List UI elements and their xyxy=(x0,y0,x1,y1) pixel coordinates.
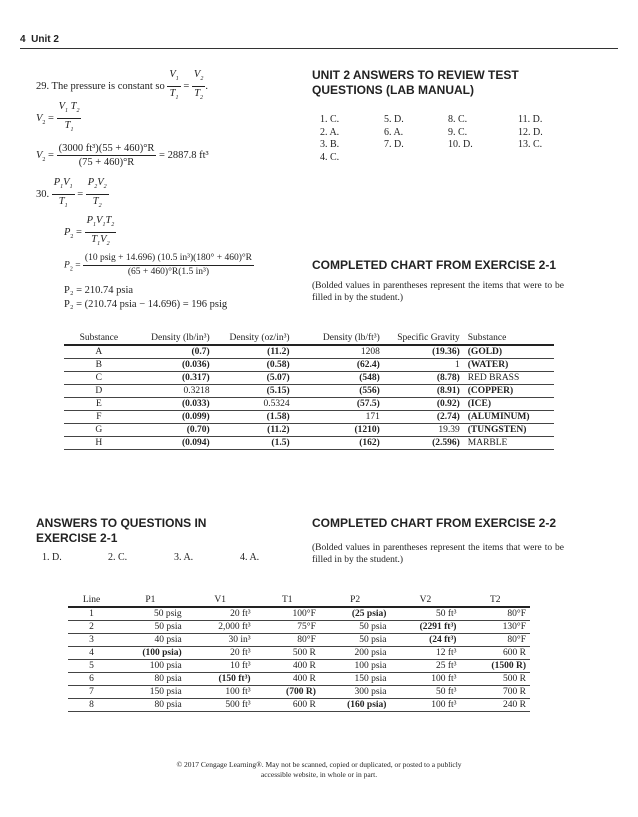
table-cell: (1500 R) xyxy=(460,660,530,673)
answer-item: 1. C. xyxy=(320,114,340,125)
table-cell: 100 ft³ xyxy=(390,699,460,712)
table-cell: 0.3218 xyxy=(134,385,214,398)
col-header: T2 xyxy=(460,594,530,607)
table-cell: (2291 ft³) xyxy=(390,621,460,634)
answer-item: 1. D. xyxy=(42,552,62,563)
col-header: Specific Gravity xyxy=(384,332,464,345)
table-cell: (100 psia) xyxy=(115,647,186,660)
table-cell: 50 psia xyxy=(115,621,186,634)
table-cell: 50 ft³ xyxy=(390,686,460,699)
chart22-title: COMPLETED CHART FROM EXERCISE 2-2 xyxy=(312,516,557,530)
table-cell: E xyxy=(64,398,134,411)
p2-calc-num: (10 psig + 14.696) (10.5 in³)(180° + 460)°R xyxy=(83,252,254,266)
answer-item: 11. D. xyxy=(518,114,543,125)
table-cell: (ALUMINUM) xyxy=(464,411,554,424)
v2-calc: $V_2$ = $\frac{\text{(3000 ft³)(55 + 460)°R}}{(75 + 460)^\circ R}$ = 2887.8 ft³ xyxy=(36,143,209,168)
table-cell: (62.4) xyxy=(294,359,384,372)
table-cell: (8.91) xyxy=(384,385,464,398)
answer-item: 4. C. xyxy=(320,151,340,163)
p2-eval1: P₂ = 210.74 psia xyxy=(64,285,134,296)
table-cell: A xyxy=(64,345,134,359)
table-cell: 400 R xyxy=(255,660,320,673)
table-cell: (11.2) xyxy=(214,345,294,359)
table-cell: (1.5) xyxy=(214,437,294,450)
table-row xyxy=(68,634,530,647)
table-cell: (2.74) xyxy=(384,411,464,424)
answer-item: 6. A. xyxy=(384,126,404,138)
review-title-line2: QUESTIONS (LAB MANUAL) xyxy=(312,83,474,97)
table-row xyxy=(68,699,530,712)
chart21-title: COMPLETED CHART FROM EXERCISE 2-1 xyxy=(312,258,557,272)
table-cell: 5 xyxy=(68,660,115,673)
table-cell: (COPPER) xyxy=(464,385,554,398)
p2-formula: $P_2$ = $\frac{P_1V_1T_2}{T_1V_2}$ xyxy=(64,215,115,248)
answer-item: 5. D. xyxy=(384,114,404,125)
table-cell: 20 ft³ xyxy=(186,647,255,660)
answer-item: 3. B. xyxy=(320,139,340,150)
table-cell: (548) xyxy=(294,372,384,385)
table-cell: B xyxy=(64,359,134,372)
col-header: P1 xyxy=(115,594,186,607)
table-cell: (700 R) xyxy=(255,686,320,699)
table-cell: (0.70) xyxy=(134,424,214,437)
q30-equation: 30. $\frac{P_1V_1}{T_1}$ = $\frac{P_2V_2}{T_2}$ xyxy=(36,177,107,210)
table-cell: (24 ft³) xyxy=(390,634,460,647)
table-cell: 600 R xyxy=(460,647,530,660)
table-cell: H xyxy=(64,437,134,450)
v2-result: = 2887.8 ft³ xyxy=(159,149,209,161)
table-cell: 40 psia xyxy=(115,634,186,647)
answer-item: 9. C. xyxy=(448,126,468,138)
table-cell: (162) xyxy=(294,437,384,450)
table-cell: (WATER) xyxy=(464,359,554,372)
table-cell: 100 ft³ xyxy=(390,673,460,686)
table-cell: 50 psia xyxy=(320,634,391,647)
table-cell: (1.58) xyxy=(214,411,294,424)
answers21-title-line2: EXERCISE 2-1 xyxy=(36,531,118,545)
table-cell: 25 ft³ xyxy=(390,660,460,673)
unit-label: Unit 2 xyxy=(31,34,59,45)
answer-item: 13. C. xyxy=(518,139,543,150)
answer-item: 2. A. xyxy=(320,126,340,138)
table-cell: 6 xyxy=(68,673,115,686)
p2-calc-den: (65 + 460)°R(1.5 in³) xyxy=(127,267,210,277)
answer-item: 8. C. xyxy=(448,114,468,125)
table-cell: 100°F xyxy=(255,607,320,621)
table-cell: 1208 xyxy=(294,345,384,359)
table-cell: 80°F xyxy=(460,607,530,621)
col-header: Density (lb/ft³) xyxy=(294,332,384,345)
table-cell: (ICE) xyxy=(464,398,554,411)
table-cell: 75°F xyxy=(255,621,320,634)
col-header: Line xyxy=(68,594,115,607)
table-cell: (5.07) xyxy=(214,372,294,385)
table-cell: 0.5324 xyxy=(214,398,294,411)
table-row xyxy=(68,673,530,686)
table-cell: 80°F xyxy=(460,634,530,647)
table-cell: (11.2) xyxy=(214,424,294,437)
review-answers-title xyxy=(312,68,519,98)
table-cell: (160 psia) xyxy=(320,699,391,712)
table-cell: 240 R xyxy=(460,699,530,712)
table-cell: (0.92) xyxy=(384,398,464,411)
answer-item: 10. D. xyxy=(448,139,473,150)
q30-label: 30. xyxy=(36,189,50,200)
table-cell: 80 psia xyxy=(115,673,186,686)
table-cell: (2.596) xyxy=(384,437,464,450)
v2-calc-den: (75 + 460)°R xyxy=(78,157,135,168)
table-row xyxy=(64,424,554,437)
col-header: P2 xyxy=(320,594,391,607)
table-cell: 600 R xyxy=(255,699,320,712)
table-cell: 300 psia xyxy=(320,686,391,699)
table-cell: 130°F xyxy=(460,621,530,634)
col-header: Substance xyxy=(464,332,554,345)
review-title-line1: UNIT 2 ANSWERS TO REVIEW TEST xyxy=(312,68,519,82)
copyright-footer xyxy=(60,760,578,780)
table-cell: MARBLE xyxy=(464,437,554,450)
p2-calc: $P_2$ = $\frac{\text{(10 psig + 14.696) (10.5 in³)(180° + 460)°R}}{\text{(65 + 460)°R(1.5 in³)}}$ xyxy=(64,253,253,277)
col-header: V1 xyxy=(186,594,255,607)
table-row xyxy=(68,647,530,660)
table-cell: 10 ft³ xyxy=(186,660,255,673)
p2-eval2: P₂ = (210.74 psia − 14.696) = 196 psig xyxy=(64,299,228,310)
table-cell: (TUNGSTEN) xyxy=(464,424,554,437)
table-cell: (19.36) xyxy=(384,345,464,359)
header-rule xyxy=(20,48,618,49)
table-cell: 50 psig xyxy=(115,607,186,621)
table-cell: (GOLD) xyxy=(464,345,554,359)
answers21-list xyxy=(42,552,292,565)
page-header xyxy=(20,34,59,45)
answers21-title xyxy=(36,516,206,546)
col-header: Substance xyxy=(64,332,134,345)
table-row xyxy=(68,607,530,621)
table-cell: (25 psia) xyxy=(320,607,391,621)
answer-item: 12. D. xyxy=(518,126,543,138)
v2-calc-num: (3000 ft³)(55 + 460)°R xyxy=(58,143,155,154)
q29-equation: 29. The pressure is constant so $\frac{V_1}{T_1}$ = $\frac{V_2}{T_2}$ . xyxy=(36,69,208,102)
table-cell: (0.7) xyxy=(134,345,214,359)
footer-line1: © 2017 Cengage Learning®. May not be scanned, copied or duplicated, or posted to a publicly xyxy=(176,760,462,769)
v2-formula: $V_2$ = $\frac{V_1 T_2}{T_1}$ xyxy=(36,101,80,134)
table-cell: 4 xyxy=(68,647,115,660)
table-cell: 2 xyxy=(68,621,115,634)
col-header: Density (lb/in³) xyxy=(134,332,214,345)
table-cell: 12 ft³ xyxy=(390,647,460,660)
table-cell: RED BRASS xyxy=(464,372,554,385)
table-row xyxy=(64,411,554,424)
table-cell: 500 R xyxy=(460,673,530,686)
answers21-title-line1: ANSWERS TO QUESTIONS IN xyxy=(36,516,207,530)
review-answers-grid xyxy=(320,114,580,164)
table-cell: (0.094) xyxy=(134,437,214,450)
table-cell: 500 ft³ xyxy=(186,699,255,712)
table-row xyxy=(64,385,554,398)
table-cell: C xyxy=(64,372,134,385)
table-cell: 20 ft³ xyxy=(186,607,255,621)
answer-item: 7. D. xyxy=(384,139,404,150)
table-cell: 50 ft³ xyxy=(390,607,460,621)
table-row xyxy=(64,398,554,411)
table-cell: D xyxy=(64,385,134,398)
table-cell: 80 psia xyxy=(115,699,186,712)
table-cell: (0.033) xyxy=(134,398,214,411)
table-row xyxy=(64,437,554,450)
table-cell: 3 xyxy=(68,634,115,647)
answer-item: 2. C. xyxy=(108,552,128,563)
page-number: 4 xyxy=(20,34,26,45)
table-cell: 7 xyxy=(68,686,115,699)
table-cell: 2,000 ft³ xyxy=(186,621,255,634)
table-cell: (0.099) xyxy=(134,411,214,424)
table-cell: 150 psia xyxy=(320,673,391,686)
table-cell: F xyxy=(64,411,134,424)
table-cell: G xyxy=(64,424,134,437)
table-cell: (5.15) xyxy=(214,385,294,398)
table-row xyxy=(64,359,554,372)
table-cell: 100 psia xyxy=(115,660,186,673)
table-cell: (1210) xyxy=(294,424,384,437)
answer-item: 4. A. xyxy=(240,552,260,563)
q29-label: 29. The pressure is constant so xyxy=(36,81,165,92)
table-row xyxy=(68,660,530,673)
table-cell: 100 ft³ xyxy=(186,686,255,699)
table-row xyxy=(64,372,554,385)
table-cell: (8.78) xyxy=(384,372,464,385)
footer-line2: accessible website, in whole or in part. xyxy=(260,770,378,779)
chart21-note: (Bolded values in parentheses represent the items that were to be filled in by the student.) xyxy=(312,281,564,303)
table-cell: 171 xyxy=(294,411,384,424)
table-cell: (0.036) xyxy=(134,359,214,372)
chart21-table xyxy=(64,332,554,450)
table-cell: (57.5) xyxy=(294,398,384,411)
table-cell: 500 R xyxy=(255,647,320,660)
table-cell: 30 in³ xyxy=(186,634,255,647)
table-cell: (150 ft³) xyxy=(186,673,255,686)
table-row xyxy=(68,686,530,699)
table-row xyxy=(64,345,554,359)
col-header: V2 xyxy=(390,594,460,607)
table-cell: 80°F xyxy=(255,634,320,647)
table-row xyxy=(68,621,530,634)
table-cell: (0.58) xyxy=(214,359,294,372)
table-cell: (0.317) xyxy=(134,372,214,385)
table-cell: 8 xyxy=(68,699,115,712)
answer-item: 3. A. xyxy=(174,552,194,563)
table-cell: 1 xyxy=(384,359,464,372)
table-cell: (556) xyxy=(294,385,384,398)
table-cell: 100 psia xyxy=(320,660,391,673)
table-cell: 1 xyxy=(68,607,115,621)
table-cell: 700 R xyxy=(460,686,530,699)
table-cell: 19.39 xyxy=(384,424,464,437)
chart22-table xyxy=(68,594,530,712)
chart22-note: (Bolded values in parentheses represent the items that were to be filled in by the student.) xyxy=(312,543,564,565)
table-cell: 400 R xyxy=(255,673,320,686)
table-cell: 50 psia xyxy=(320,621,391,634)
col-header: T1 xyxy=(255,594,320,607)
table-cell: 200 psia xyxy=(320,647,391,660)
table-cell: 150 psia xyxy=(115,686,186,699)
col-header: Density (oz/in³) xyxy=(214,332,294,345)
